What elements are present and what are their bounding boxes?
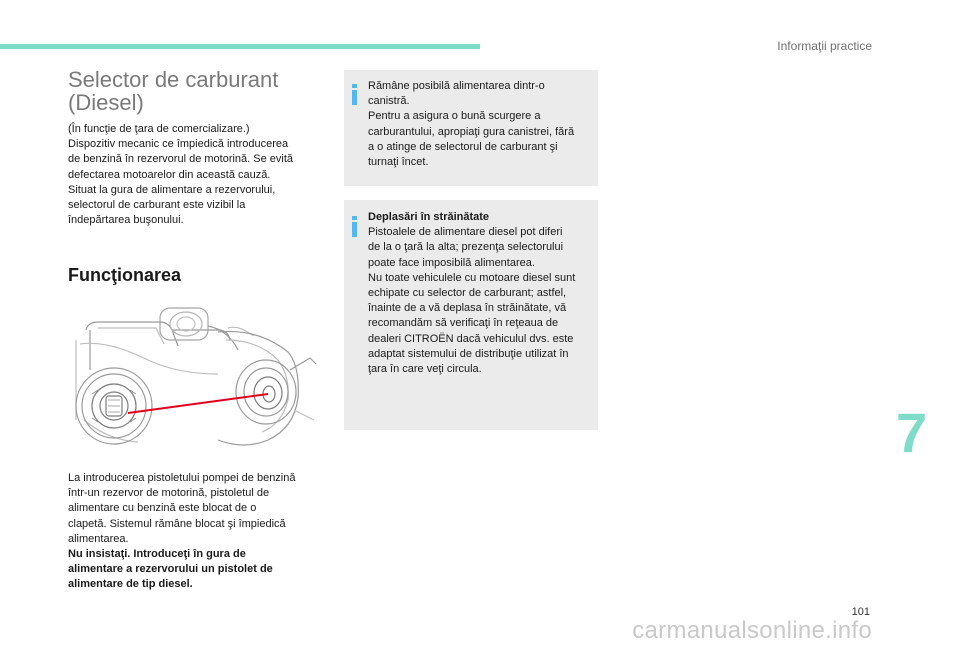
intro-line: îndepărtarea buşonului. [68, 214, 184, 227]
info-line: de la o ţară la alta; prezenţa selectorului [368, 241, 564, 254]
body-line: alimentare cu benzină este blocat de o [68, 502, 257, 515]
info-icon [352, 84, 357, 105]
info-line: Pistoalele de alimentare diesel pot diferi [368, 226, 563, 239]
intro-line: de benzină în rezervorul de motorină. Se evită [68, 153, 294, 166]
page-title [68, 68, 328, 114]
info-line: echipate cu selector de carburant; astfel, [368, 287, 567, 300]
intro-line: (În funcţie de ţara de comercializare.) [68, 123, 250, 135]
info-line: turnaţi încet. [368, 156, 429, 169]
section-label: Informaţii practice [777, 39, 872, 53]
info-box-text [368, 210, 594, 377]
info-line: canistră. [368, 95, 410, 108]
info-line: dealeri CITROËN dacă vehiculul dvs. este [368, 332, 574, 345]
info-line: înainte de a vă deplasa în străinătate, vă [368, 302, 567, 315]
fuel-selector-illustration [68, 300, 330, 455]
watermark: carmanualsonline.info [632, 617, 872, 644]
header-accent-bar [0, 44, 480, 49]
info-line: adaptat sistemului de distribuţie utilizat în [368, 347, 569, 360]
info-box-text [368, 79, 594, 170]
info-box-travel-abroad [344, 200, 598, 430]
title-line: Selector de carburant [68, 67, 279, 92]
body-line: într-un rezervor de motorină, pistoletul de [68, 487, 270, 500]
intro-paragraph [68, 122, 330, 228]
info-line: Rămâne posibilă alimentarea dintr-o [368, 80, 545, 92]
section-subheading: Funcţionarea [68, 265, 182, 285]
info-line: ţara în care veţi circula. [368, 363, 482, 376]
operation-paragraph [68, 471, 330, 593]
intro-line: selectorul de carburant este vizibil la [68, 199, 246, 212]
chapter-number: 7 [896, 401, 928, 464]
intro-line: Dispozitiv mecanic ce împiedică introducerea [68, 138, 289, 151]
warning-line: alimentare a rezervorului un pistolet de [68, 563, 273, 576]
info-box-canister [344, 70, 598, 186]
title-line: (Diesel) [68, 90, 144, 115]
intro-line: defectarea motoarelor din această cauză. [68, 168, 271, 181]
info-line: recomandăm să verificaţi în reţeaua de [368, 317, 559, 330]
intro-line: Situat la gura de alimentare a rezervorului, [68, 183, 276, 196]
info-line: a o atinge de selectorul de carburant şi [368, 140, 558, 153]
info-box-heading: Deplasări în străinătate [368, 211, 490, 223]
body-line: La introducerea pistoletului pompei de benzină [68, 472, 296, 484]
page-number: 101 [851, 606, 870, 618]
info-icon [352, 216, 357, 237]
warning-line: alimentare de tip diesel. [68, 578, 193, 591]
info-line: Pentru a asigura o bună scurgere a [368, 110, 541, 123]
body-line: clapetă. Sistemul rămâne blocat şi împiedică [68, 517, 286, 530]
body-line: alimentarea. [68, 532, 129, 545]
info-line: poate face imposibilă alimentarea. [368, 256, 535, 269]
info-line: carburantului, apropiaţi gura canistrei, fără [368, 125, 575, 138]
info-line: Nu toate vehiculele cu motoare diesel sunt [368, 271, 576, 284]
warning-line: Nu insistaţi. Introduceţi în gura de [68, 548, 246, 561]
